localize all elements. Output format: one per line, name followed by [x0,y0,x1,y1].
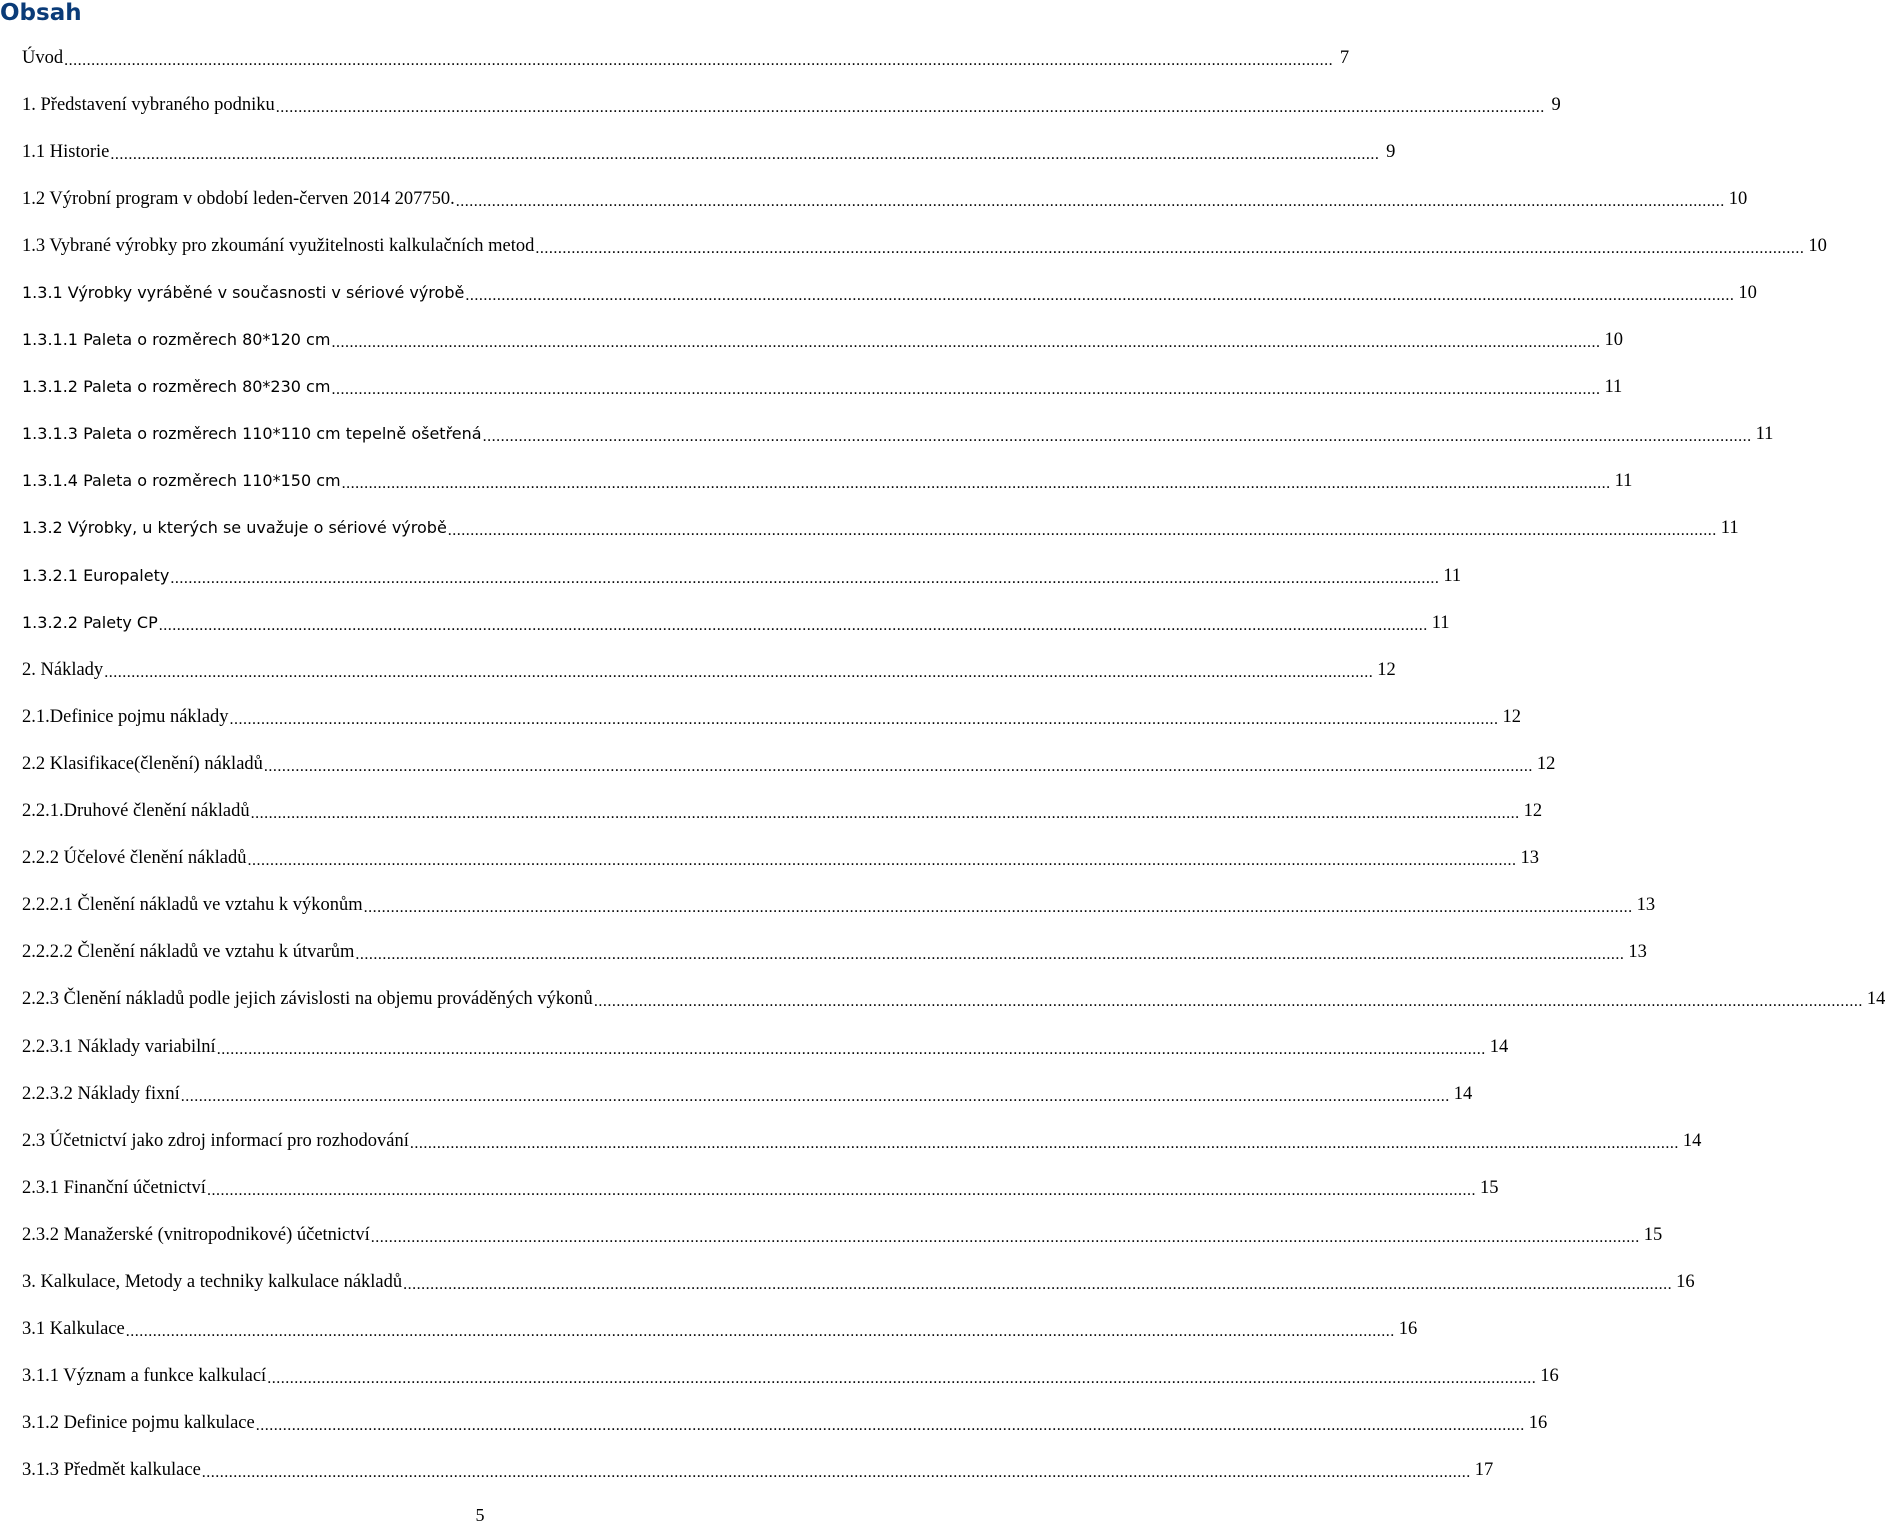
toc-entry-title[interactable]: 1.3.2 Výrobky, u kterých se uvažuje o sériové výrobě [22,518,447,538]
toc-dot-leader [448,520,1717,542]
toc-entry-page[interactable]: 15 [1479,1177,1499,1198]
toc-entry-page[interactable]: 12 [1377,659,1396,680]
toc-entry-page[interactable]: 10 [1738,283,1757,304]
toc-entry-page[interactable]: 12 [1523,801,1543,822]
toc-entry[interactable] [22,1258,1695,1305]
page-number: 5 [475,1505,485,1525]
toc-entry[interactable] [22,552,1462,599]
toc-entry[interactable] [22,1211,1663,1258]
toc-entry-title[interactable]: 2.2.2.2 Členění nákladů ve vztahu k útvarům [22,942,355,963]
toc-dot-leader [535,238,1804,260]
toc-entry[interactable] [22,835,1539,882]
toc-entry-page[interactable]: 16 [1540,1366,1559,1387]
toc-entry-title[interactable]: Úvod [22,47,64,68]
toc-entry-title[interactable]: 1.3.1.2 Paleta o rozměrech 80*230 cm [22,377,331,397]
toc-entry-page[interactable]: 13 [1520,848,1539,869]
toc-dot-leader [126,1321,1395,1343]
toc-entry[interactable] [22,599,1450,646]
toc-entry[interactable] [22,269,1757,316]
toc-dot-leader [217,1039,1486,1061]
toc-dot-leader [159,615,1428,637]
toc-entry-page[interactable]: 14 [1453,1083,1473,1104]
toc-entry-page[interactable]: 7 [1339,47,1350,68]
table-of-contents [22,34,1885,1494]
toc-entry-title[interactable]: 3.1 Kalkulace [22,1319,125,1340]
toc-entry-title[interactable]: 2.3.1 Finanční účetnictví [22,1177,206,1198]
toc-entry-page[interactable]: 16 [1528,1413,1548,1434]
toc-entry[interactable] [22,1070,1473,1117]
toc-entry-title[interactable]: 2. Náklady [22,659,104,680]
toc-entry-page[interactable]: 16 [1398,1319,1418,1340]
toc-entry-title[interactable]: 1.1 Historie [22,141,110,162]
toc-entry-page[interactable]: 14 [1682,1130,1702,1151]
toc-entry-page[interactable]: 13 [1628,942,1647,963]
toc-dot-leader [342,473,1611,495]
toc-dot-leader [267,1368,1536,1390]
toc-dot-leader [181,1086,1450,1108]
toc-entry[interactable] [22,1447,1494,1494]
toc-dot-leader [256,1415,1525,1437]
toc-entry-title[interactable]: 2.3.2 Manažerské (vnitropodnikové) účetnictví [22,1224,370,1245]
toc-dot-leader [247,850,1516,872]
toc-dot-leader [410,1133,1679,1155]
toc-dot-leader [465,285,1734,307]
toc-entry[interactable] [22,1117,1702,1164]
toc-dot-leader [64,50,1333,72]
toc-entry[interactable] [22,1400,1548,1447]
toc-entry[interactable] [22,1023,1509,1070]
toc-entry-page[interactable]: 14 [1489,1036,1509,1057]
toc-entry-title[interactable]: 2.2.2 Účelové členění nákladů [22,848,247,869]
toc-entry-page[interactable]: 17 [1474,1460,1494,1481]
toc-dot-leader [364,897,1633,919]
toc-entry[interactable] [22,317,1623,364]
toc-entry-title[interactable]: 3.1.1 Význam a funkce kalkulací [22,1366,267,1387]
toc-entry-page[interactable]: 11 [1614,471,1633,492]
toc-entry-page[interactable]: 11 [1443,565,1462,586]
toc-entry-page[interactable]: 9 [1386,141,1396,162]
toc-dot-leader [594,991,1863,1013]
toc-entry[interactable] [22,788,1543,835]
toc-dot-leader [355,944,1624,966]
page-title: Obsah [0,0,82,26]
toc-dot-leader [403,1274,1672,1296]
toc-dot-leader [371,1227,1640,1249]
toc-entry-page[interactable]: 10 [1808,235,1827,256]
toc-dot-leader [456,191,1725,213]
toc-entry-title[interactable]: 2.2 Klasifikace(členění) nákladů [22,753,263,774]
toc-entry-title[interactable]: 1.3.2.1 Europalety [22,565,170,585]
toc-entry[interactable] [22,458,1633,505]
toc-entry-title[interactable]: 2.2.2.1 Členění nákladů ve vztahu k výkonům [22,895,363,916]
toc-dot-leader [104,662,1373,684]
toc-entry-title[interactable]: 3.1.3 Předmět kalkulace [22,1460,201,1481]
toc-dot-leader [251,803,1520,825]
toc-entry[interactable] [22,34,1350,81]
toc-entry[interactable] [22,411,1774,458]
toc-entry[interactable] [22,929,1647,976]
toc-entry[interactable] [22,364,1623,411]
toc-entry-page[interactable]: 10 [1728,188,1748,209]
toc-entry[interactable] [22,646,1396,693]
toc-entry-page[interactable]: 16 [1676,1271,1695,1292]
toc-entry-page[interactable]: 11 [1431,612,1450,633]
toc-entry-title[interactable]: 3.1.2 Definice pojmu kalkulace [22,1413,255,1434]
toc-entry-page[interactable]: 14 [1866,989,1885,1010]
toc-entry[interactable] [22,81,1561,128]
toc-entry-page[interactable]: 15 [1643,1224,1663,1245]
toc-entry-title[interactable]: 1.3.1.3 Paleta o rozměrech 110*110 cm tepelně ošetřená [22,424,482,444]
toc-dot-leader [331,379,1600,401]
toc-dot-leader [170,568,1439,590]
toc-entry[interactable] [22,976,1885,1023]
toc-entry-title[interactable]: 2.1.Definice pojmu náklady [22,706,229,727]
toc-dot-leader [207,1180,1476,1202]
toc-entry-page[interactable]: 11 [1755,424,1774,445]
toc-dot-leader [202,1462,1471,1484]
toc-entry[interactable] [22,175,1748,222]
toc-entry-title[interactable]: 3. Kalkulace, Metody a techniky kalkulace nákladů [22,1271,403,1292]
toc-entry-title[interactable]: 2.3 Účetnictví jako zdroj informací pro rozhodování [22,1130,409,1151]
toc-entry-title[interactable]: 2.2.1.Druhové členění nákladů [22,801,250,822]
toc-dot-leader [276,97,1545,119]
toc-dot-leader [110,144,1379,166]
toc-entry-page[interactable]: 11 [1720,518,1739,539]
toc-entry[interactable] [22,222,1827,269]
toc-entry-title[interactable]: 1.3.1.4 Paleta o rozměrech 110*150 cm [22,471,341,491]
toc-entry[interactable] [22,1164,1499,1211]
toc-entry-title[interactable]: 2.2.3.2 Náklady fixní [22,1083,180,1104]
toc-entry[interactable] [22,128,1396,175]
toc-entry-title[interactable]: 2.2.3.1 Náklady variabilní [22,1036,216,1057]
toc-entry-page[interactable]: 11 [1604,377,1623,398]
toc-entry-title[interactable]: 1. Představení vybraného podniku [22,94,275,115]
toc-entry-title[interactable]: 1.3.1 Výrobky vyráběné v současnosti v sériové výrobě [22,283,465,303]
toc-entry-title[interactable]: 2.2.3 Členění nákladů podle jejich závislosti na objemu prováděných výkonů [22,989,593,1010]
toc-entry-title[interactable]: 1.2 Výrobní program v období leden-červen 2014 207750. [22,188,455,209]
toc-entry-title[interactable]: 1.3.2.2 Palety CP [22,612,158,632]
toc-dot-leader [264,756,1533,778]
toc-entry-page[interactable]: 9 [1551,94,1561,115]
toc-dot-leader [230,709,1499,731]
toc-dot-leader [331,332,1600,354]
toc-entry-page[interactable]: 12 [1502,706,1522,727]
toc-dot-leader [483,426,1752,448]
toc-entry-page[interactable]: 13 [1636,895,1656,916]
toc-entry[interactable] [22,693,1522,740]
toc-entry[interactable] [22,505,1739,552]
toc-entry[interactable] [22,882,1656,929]
toc-entry[interactable] [22,1353,1559,1400]
toc-entry-page[interactable]: 12 [1536,753,1556,774]
toc-entry[interactable] [22,740,1556,787]
toc-entry-title[interactable]: 1.3 Vybrané výrobky pro zkoumání využitelnosti kalkulačních metod [22,235,535,256]
toc-entry-title[interactable]: 1.3.1.1 Paleta o rozměrech 80*120 cm [22,330,331,350]
toc-entry[interactable] [22,1306,1418,1353]
toc-entry-page[interactable]: 10 [1604,330,1623,351]
